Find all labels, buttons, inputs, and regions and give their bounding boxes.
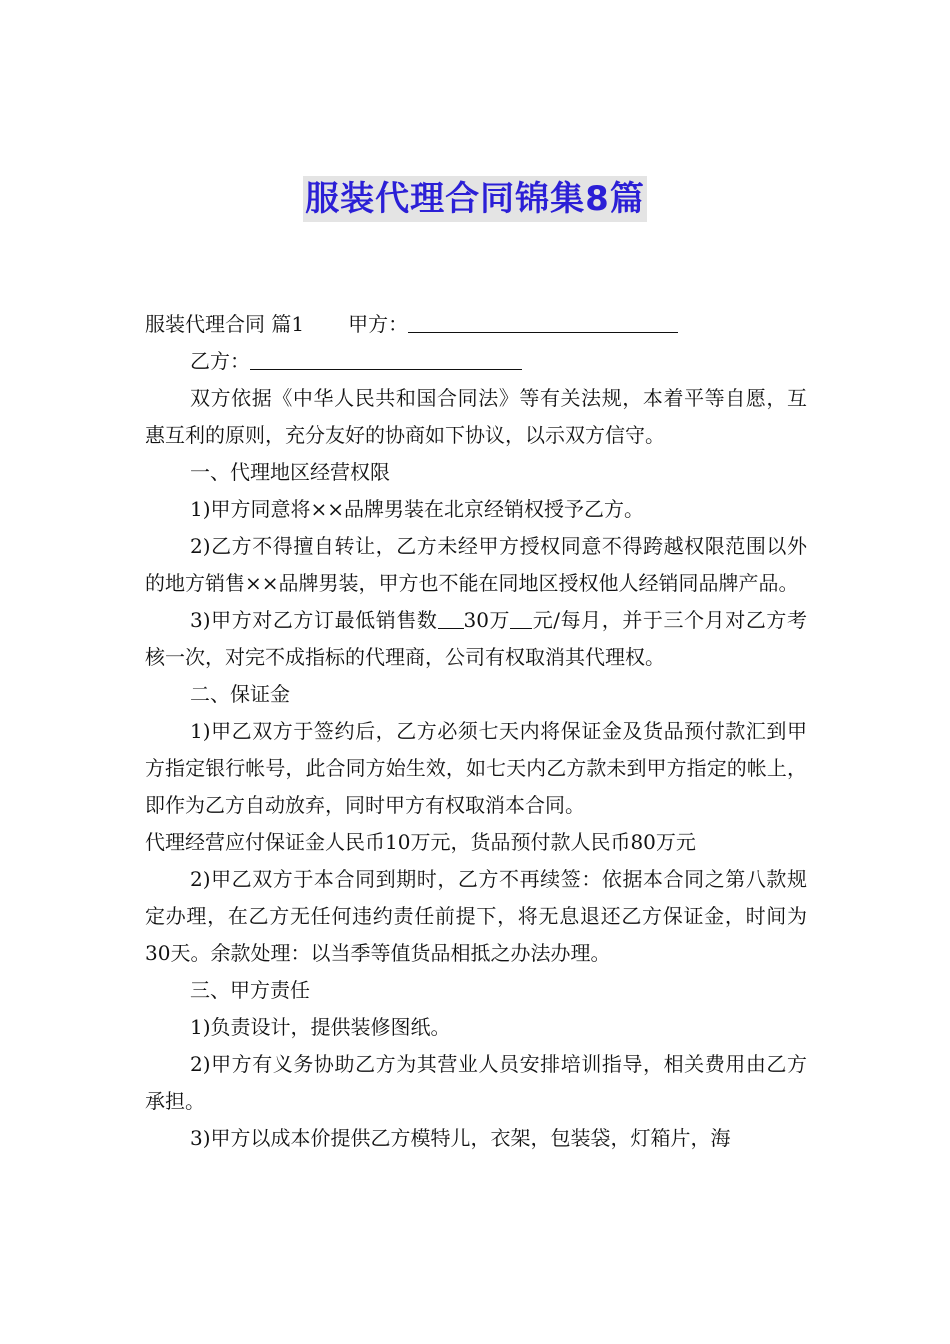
party-b-label: 乙方： (190, 349, 250, 373)
paragraph: 2)甲方有义务协助乙方为其营业人员安排培训指导，相关费用由乙方承担。 (145, 1052, 807, 1113)
party-a-label: 甲方： (348, 312, 409, 336)
paragraph-deposit-amount: 代理经营应付保证金人民币10万元，货品预付款人民币80万元 (145, 830, 696, 854)
paragraph: 2)甲乙双方于本合同到期时，乙方不再续签：依据本合同之第八款规定办理，在乙方无任何违约责任前提下，将无息退还乙方保证金，时间为30天。余款处理：以当季等值货品相抵之办法办理。 (145, 867, 807, 965)
document-body (145, 306, 807, 1157)
paragraph: 1)负责设计，提供装修图纸。 (190, 1015, 451, 1039)
section-heading: 三、甲方责任 (190, 978, 310, 1002)
section-heading: 一、代理地区经营权限 (190, 460, 390, 484)
paragraph: 1)甲乙双方于签约后，乙方必须七天内将保证金及货品预付款汇到甲方指定银行帐号，此合同方始生效，如七天内乙方款未到甲方指定的帐上，即作为乙方自动放弃，同时甲方有权取消本合同。 (145, 719, 807, 817)
document-title-wrapper (0, 176, 950, 222)
paragraph: 2)乙方不得擅自转让，乙方未经甲方授权同意不得跨越权限范围以外的地方销售××品牌男装，甲方也不能在同地区授权他人经销同品牌产品。 (145, 534, 807, 595)
sales-target-unit: 元/每月，并于三个月对乙方考核一次，对完不成指标的代理商，公司有权取消其代理权。 (145, 608, 807, 669)
party-b-line (145, 343, 807, 380)
paragraph: 双方依据《中华人民共和国合同法》等有关法规，本着平等自愿，互惠互利的原则，充分友好的协商如下协议，以示双方信守。 (145, 386, 807, 447)
party-a-blank (408, 310, 678, 333)
paragraph: 3)甲方以成本价提供乙方模特儿，衣架，包装袋，灯箱片，海 (190, 1126, 731, 1150)
sales-blank-2 (510, 606, 532, 629)
party-b-blank (250, 347, 522, 370)
sales-blank-1 (438, 606, 464, 629)
section-label: 服装代理合同 篇1 (145, 312, 305, 336)
section-heading: 二、保证金 (190, 682, 290, 706)
sales-target-text: 3)甲方对乙方订最低销售数 (190, 608, 438, 632)
contract-header-line (145, 306, 807, 343)
paragraph: 1)甲方同意将××品牌男装在北京经销权授予乙方。 (190, 497, 645, 521)
paragraph-sales-target (145, 602, 807, 676)
sales-target-amount: 30万 (463, 608, 511, 632)
document-title: 服装代理合同锦集8篇 (303, 176, 647, 222)
